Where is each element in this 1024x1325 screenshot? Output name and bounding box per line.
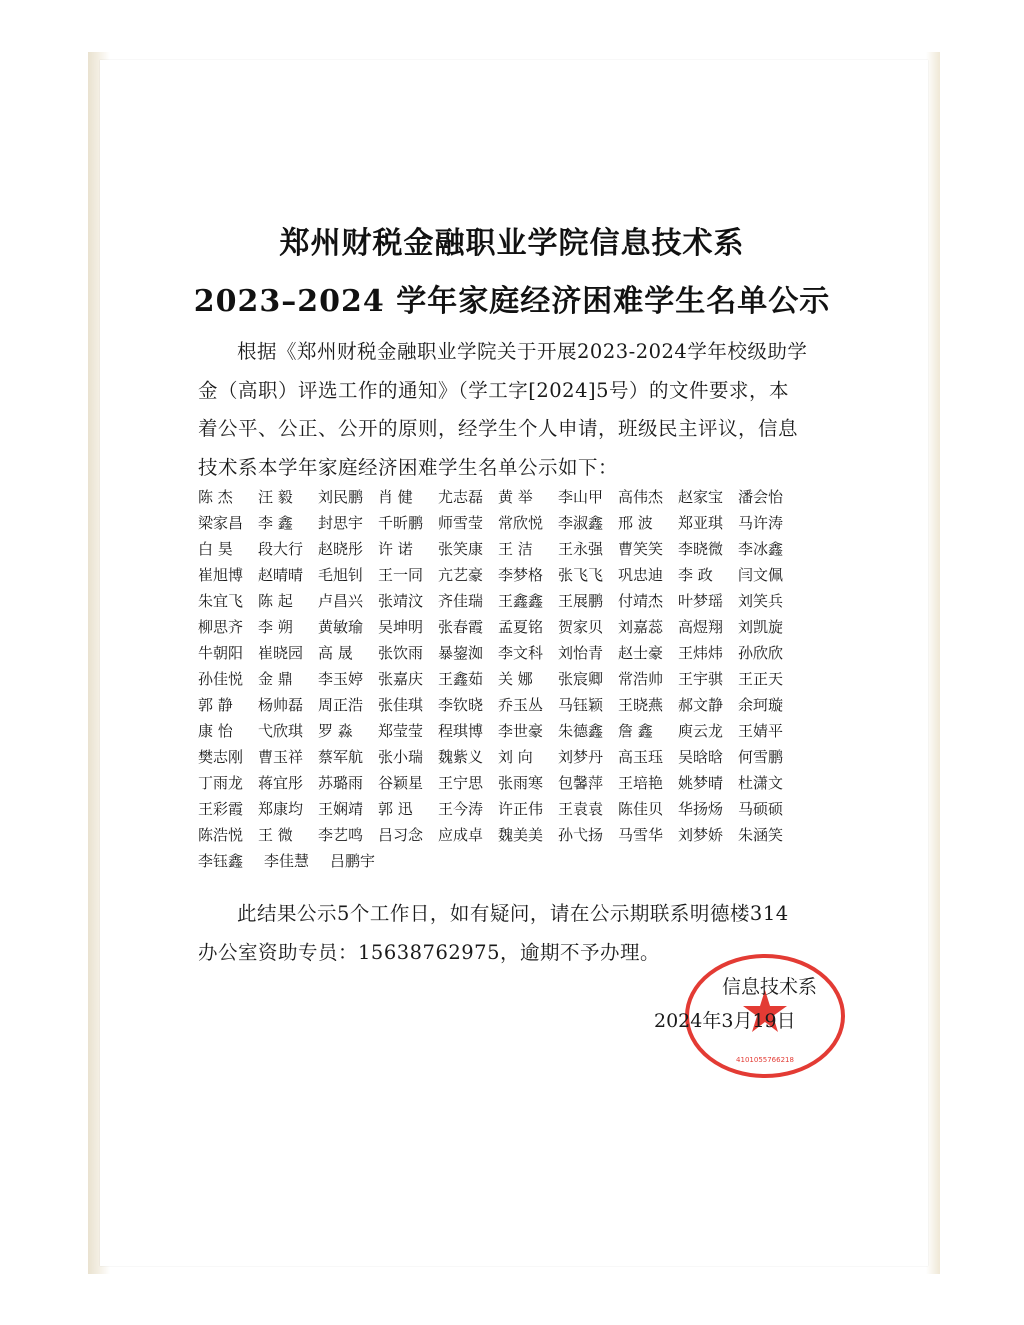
student-name: 张飞飞 <box>558 566 604 584</box>
name-row <box>198 484 798 510</box>
student-name: 李梦格 <box>498 566 544 584</box>
student-name: 孟夏铭 <box>498 618 544 636</box>
student-name: 陈 起 <box>258 592 293 610</box>
student-name: 关 娜 <box>498 670 533 688</box>
student-name: 卢昌兴 <box>318 592 364 610</box>
student-name: 千昕鹏 <box>378 514 424 532</box>
student-name: 蔡军航 <box>318 748 364 766</box>
student-name: 刘怡青 <box>558 644 604 662</box>
student-name: 张饮雨 <box>378 644 424 662</box>
student-name: 华扬炀 <box>678 800 724 818</box>
student-name: 吴晗晗 <box>678 748 724 766</box>
student-name: 陈佳贝 <box>618 800 664 818</box>
student-name: 赵士豪 <box>618 644 664 662</box>
name-row <box>198 510 798 536</box>
student-name: 张雨寒 <box>498 774 544 792</box>
student-name: 王永强 <box>558 540 604 558</box>
student-name: 王袁袁 <box>558 800 604 818</box>
student-name: 李淑鑫 <box>558 514 604 532</box>
student-name: 崔晓园 <box>258 644 304 662</box>
student-name: 马许涛 <box>738 514 784 532</box>
intro-paragraph: 根据《郑州财税金融职业学院关于开展2023-2024学年校级助学金（高职）评选工作的通知》（学工字[2024]5号）的文件要求，本着公平、公正、公开的原则，经学生个人申请，班级民主评议，信息技术系本学年家庭经济困难学生名单公示如下： <box>198 340 808 479</box>
student-name: 许正伟 <box>498 800 544 818</box>
student-name: 赵晴晴 <box>258 566 304 584</box>
student-name: 肖 健 <box>378 488 413 506</box>
student-name: 常欣悦 <box>498 514 544 532</box>
student-name: 朱宜飞 <box>198 592 244 610</box>
student-name: 王 洁 <box>498 540 533 558</box>
student-name: 杨帅磊 <box>258 696 304 714</box>
student-name: 王鑫茹 <box>438 670 484 688</box>
issuer-department: 信息技术系 <box>722 976 818 998</box>
student-name: 李 政 <box>678 566 713 584</box>
student-name: 朱德鑫 <box>558 722 604 740</box>
student-name: 朱涵笑 <box>738 826 784 844</box>
student-name: 封思宇 <box>318 514 364 532</box>
name-row <box>198 848 798 874</box>
student-name: 段大行 <box>258 540 304 558</box>
name-row <box>198 640 798 666</box>
student-name: 高伟杰 <box>618 488 664 506</box>
student-name: 汪 毅 <box>258 488 293 506</box>
student-name: 乔玉丛 <box>498 696 544 714</box>
student-name: 暴鋆洳 <box>438 644 484 662</box>
student-name: 叶梦瑶 <box>678 592 724 610</box>
student-name: 魏美美 <box>498 826 544 844</box>
student-name: 王 微 <box>258 826 293 844</box>
student-name: 赵晓彤 <box>318 540 364 558</box>
student-name: 常浩帅 <box>618 670 664 688</box>
student-name: 牛朝阳 <box>198 644 244 662</box>
student-name-list <box>198 484 798 874</box>
student-name: 应成卓 <box>438 826 484 844</box>
student-name: 刘民鹏 <box>318 488 364 506</box>
student-name: 齐佳瑞 <box>438 592 484 610</box>
student-name: 苏璐雨 <box>318 774 364 792</box>
student-name: 庾云龙 <box>678 722 724 740</box>
student-name: 刘凯旋 <box>738 618 784 636</box>
student-name: 刘梦娇 <box>678 826 724 844</box>
student-name: 金 鼎 <box>258 670 293 688</box>
student-name: 郑莹莹 <box>378 722 424 740</box>
student-name: 李佳慧 <box>264 852 310 870</box>
student-name: 孙弋扬 <box>558 826 604 844</box>
student-name: 高 晟 <box>318 644 353 662</box>
student-name: 王一同 <box>378 566 424 584</box>
student-name: 弋欣琪 <box>258 722 304 740</box>
student-name: 包馨萍 <box>558 774 604 792</box>
student-name: 马雪华 <box>618 826 664 844</box>
student-name: 亢艺豪 <box>438 566 484 584</box>
student-name: 王娴靖 <box>318 800 364 818</box>
student-name: 郝文静 <box>678 696 724 714</box>
student-name: 王今涛 <box>438 800 484 818</box>
student-name: 赵家宝 <box>678 488 724 506</box>
student-name: 李文科 <box>498 644 544 662</box>
name-row <box>198 770 798 796</box>
student-name: 付靖杰 <box>618 592 664 610</box>
name-row <box>198 692 798 718</box>
student-name: 姚梦晴 <box>678 774 724 792</box>
student-name: 魏紫义 <box>438 748 484 766</box>
student-name: 余珂璇 <box>738 696 784 714</box>
student-name: 王宁思 <box>438 774 484 792</box>
student-name: 巩忠迪 <box>618 566 664 584</box>
student-name: 王鑫鑫 <box>498 592 544 610</box>
student-name: 张嘉庆 <box>378 670 424 688</box>
student-name: 高玉珏 <box>618 748 664 766</box>
student-name: 崔旭博 <box>198 566 244 584</box>
student-name: 孙佳悦 <box>198 670 244 688</box>
name-row <box>198 536 798 562</box>
student-name: 张笑康 <box>438 540 484 558</box>
student-name: 张春霞 <box>438 618 484 636</box>
student-name: 师雪莹 <box>438 514 484 532</box>
student-name: 王彩霞 <box>198 800 244 818</box>
student-name: 黄 举 <box>498 488 533 506</box>
student-name: 张靖汶 <box>378 592 424 610</box>
name-row <box>198 796 798 822</box>
student-name: 程琪博 <box>438 722 484 740</box>
student-name: 闫文佩 <box>738 566 784 584</box>
student-name: 黄敏瑜 <box>318 618 364 636</box>
student-name: 周正浩 <box>318 696 364 714</box>
student-name: 邢 波 <box>618 514 653 532</box>
student-name: 刘笑兵 <box>738 592 784 610</box>
student-name: 毛旭钊 <box>318 566 364 584</box>
student-name: 郑康均 <box>258 800 304 818</box>
name-row <box>198 666 798 692</box>
closing-paragraph: 此结果公示5个工作日，如有疑问，请在公示期联系明德楼314办公室资助专员：15638762975，逾期不予办理。 <box>198 902 789 964</box>
name-row <box>198 562 798 588</box>
student-name: 樊志刚 <box>198 748 244 766</box>
student-name: 吴坤明 <box>378 618 424 636</box>
student-name: 白 昊 <box>198 540 233 558</box>
student-name: 马钰颖 <box>558 696 604 714</box>
student-name: 王展鹏 <box>558 592 604 610</box>
student-name: 李 朔 <box>258 618 293 636</box>
student-name: 李玉婷 <box>318 670 364 688</box>
student-name: 高煜翔 <box>678 618 724 636</box>
student-name: 李晓微 <box>678 540 724 558</box>
student-name: 詹 鑫 <box>618 722 653 740</box>
student-name: 曹笑笑 <box>618 540 664 558</box>
student-name: 蒋宜彤 <box>258 774 304 792</box>
student-name: 丁雨龙 <box>198 774 244 792</box>
student-name: 潘会怡 <box>738 488 784 506</box>
student-name: 何雪鹏 <box>738 748 784 766</box>
student-name: 刘嘉蕊 <box>618 618 664 636</box>
student-name: 柳思齐 <box>198 618 244 636</box>
student-name: 孙欣欣 <box>738 644 784 662</box>
student-name: 贺家贝 <box>558 618 604 636</box>
student-name: 张小瑞 <box>378 748 424 766</box>
student-name: 刘梦丹 <box>558 748 604 766</box>
student-name: 郭 静 <box>198 696 233 714</box>
student-name: 陈浩悦 <box>198 826 244 844</box>
student-name: 李钦晓 <box>438 696 484 714</box>
student-name: 李钰鑫 <box>198 852 244 870</box>
document-title: 郑州财税金融职业学院信息技术系 <box>279 226 745 261</box>
student-name: 李 鑫 <box>258 514 293 532</box>
student-name: 张佳琪 <box>378 696 424 714</box>
student-name: 李山甲 <box>558 488 604 506</box>
student-name: 谷颖星 <box>378 774 424 792</box>
student-name: 王培艳 <box>618 774 664 792</box>
student-name: 王炜炜 <box>678 644 724 662</box>
name-row <box>198 744 798 770</box>
student-name: 王宇骐 <box>678 670 724 688</box>
student-name: 曹玉祥 <box>258 748 304 766</box>
student-name: 李冰鑫 <box>738 540 784 558</box>
student-name: 许 诺 <box>378 540 413 558</box>
student-name: 康 怡 <box>198 722 233 740</box>
student-name: 李艺鸣 <box>318 826 364 844</box>
seal-serial: 4101055766218 <box>736 1056 794 1064</box>
document-subtitle: 2023–2024 学年家庭经济困难学生名单公示 <box>193 284 831 319</box>
student-name: 陈 杰 <box>198 488 233 506</box>
name-row <box>198 822 798 848</box>
name-row <box>198 588 798 614</box>
student-name: 王晓燕 <box>618 696 664 714</box>
issue-date: 2024年3月19日 <box>654 1010 796 1032</box>
student-name: 马硕硕 <box>738 800 784 818</box>
student-name: 杜潇文 <box>738 774 784 792</box>
student-name: 郭 迅 <box>378 800 413 818</box>
student-name: 郑亚琪 <box>678 514 724 532</box>
student-name: 张宸卿 <box>558 670 604 688</box>
student-name: 刘 向 <box>498 748 533 766</box>
student-name: 尤志磊 <box>438 488 484 506</box>
name-row <box>198 614 798 640</box>
student-name: 王婧平 <box>738 722 784 740</box>
student-name: 王正天 <box>738 670 784 688</box>
student-name: 梁家昌 <box>198 514 244 532</box>
student-name: 吕鹏宇 <box>330 852 376 870</box>
name-row <box>198 718 798 744</box>
student-name: 李世豪 <box>498 722 544 740</box>
student-name: 吕习念 <box>378 826 424 844</box>
student-name: 罗 淼 <box>318 722 353 740</box>
